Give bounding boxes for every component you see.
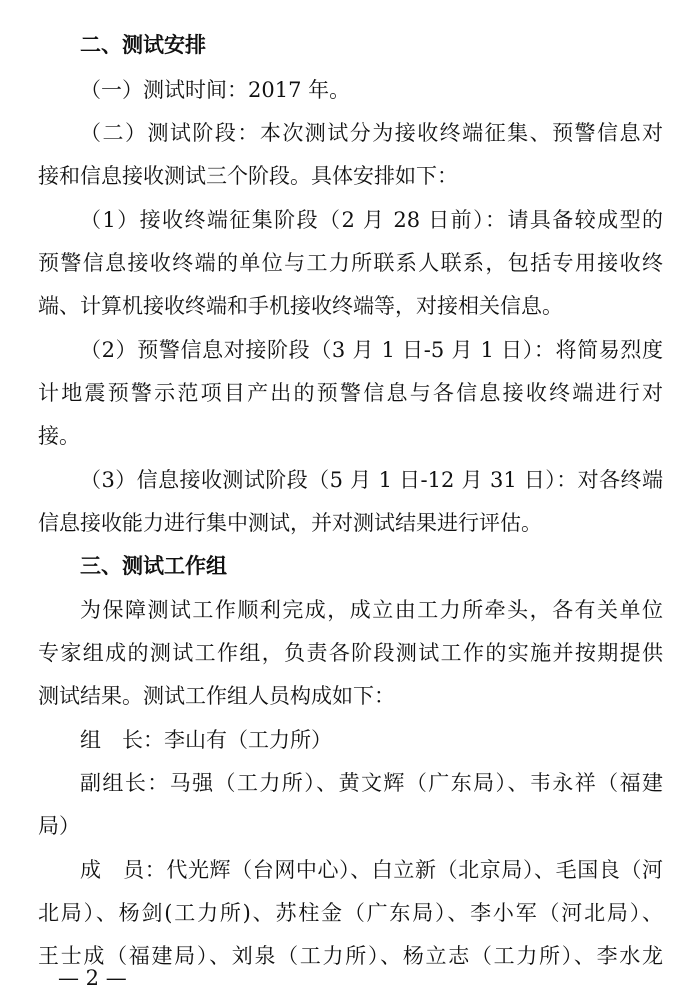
phase3-line-2: 信息接收能力进行集中测试，并对测试结果进行评估。: [38, 511, 542, 535]
group-intro-line-1: 为保障测试工作顺利完成，成立由工力所牵头，各有关单位: [80, 598, 663, 622]
phase2-line-3: 接。: [38, 424, 80, 448]
phase1-line-1: （1）接收终端征集阶段（2 月 28 日前）：请具备较成型的: [80, 208, 663, 232]
phase1-line-2: 预警信息接收终端的单位与工力所联系人联系，包括专用接收终: [38, 251, 663, 275]
members-line-3: 王士成（福建局）、刘泉（工力所）、杨立志（工力所）、李水龙: [38, 944, 663, 968]
test-phase-line-2: 接和信息接收测试三个阶段。具体安排如下：: [38, 164, 458, 188]
group-intro-line-3: 测试结果。测试工作组人员构成如下：: [38, 684, 395, 708]
group-intro-line-2: 专家组成的测试工作组，负责各阶段测试工作的实施并按期提供: [38, 641, 663, 665]
phase3-line-1: （3）信息接收测试阶段（5 月 1 日-12 月 31 日）：对各终端: [80, 468, 663, 492]
page-number: — 2 —: [58, 966, 127, 990]
test-time-paragraph: （一）测试时间：2017 年。: [80, 78, 351, 102]
deputy-leader-line-2: 局）: [38, 814, 80, 838]
phase2-line-1: （2）预警信息对接阶段（3 月 1 日-5 月 1 日）：将简易烈度: [80, 338, 663, 362]
members-line-1: 成 员：代光辉（台网中心）、白立新（北京局）、毛国良（河: [80, 858, 663, 882]
deputy-leader-line-1: 副组长：马强（工力所）、黄文辉（广东局）、韦永祥（福建: [80, 771, 663, 795]
section-heading-test-arrangement: 二、测试安排: [80, 33, 206, 57]
phase1-line-3: 端、计算机接收终端和手机接收终端等，对接相关信息。: [38, 294, 563, 318]
phase2-line-2: 计地震预警示范项目产出的预警信息与各信息接收终端进行对: [38, 381, 663, 405]
section-heading-working-group: 三、测试工作组: [80, 554, 227, 578]
group-leader-line: 组 长：李山有（工力所）: [80, 728, 332, 752]
members-line-2: 北局）、杨剑(工力所)、苏柱金（广东局）、李小军（河北局）、: [38, 901, 663, 925]
test-phase-line-1: （二）测试阶段：本次测试分为接收终端征集、预警信息对: [80, 121, 663, 145]
